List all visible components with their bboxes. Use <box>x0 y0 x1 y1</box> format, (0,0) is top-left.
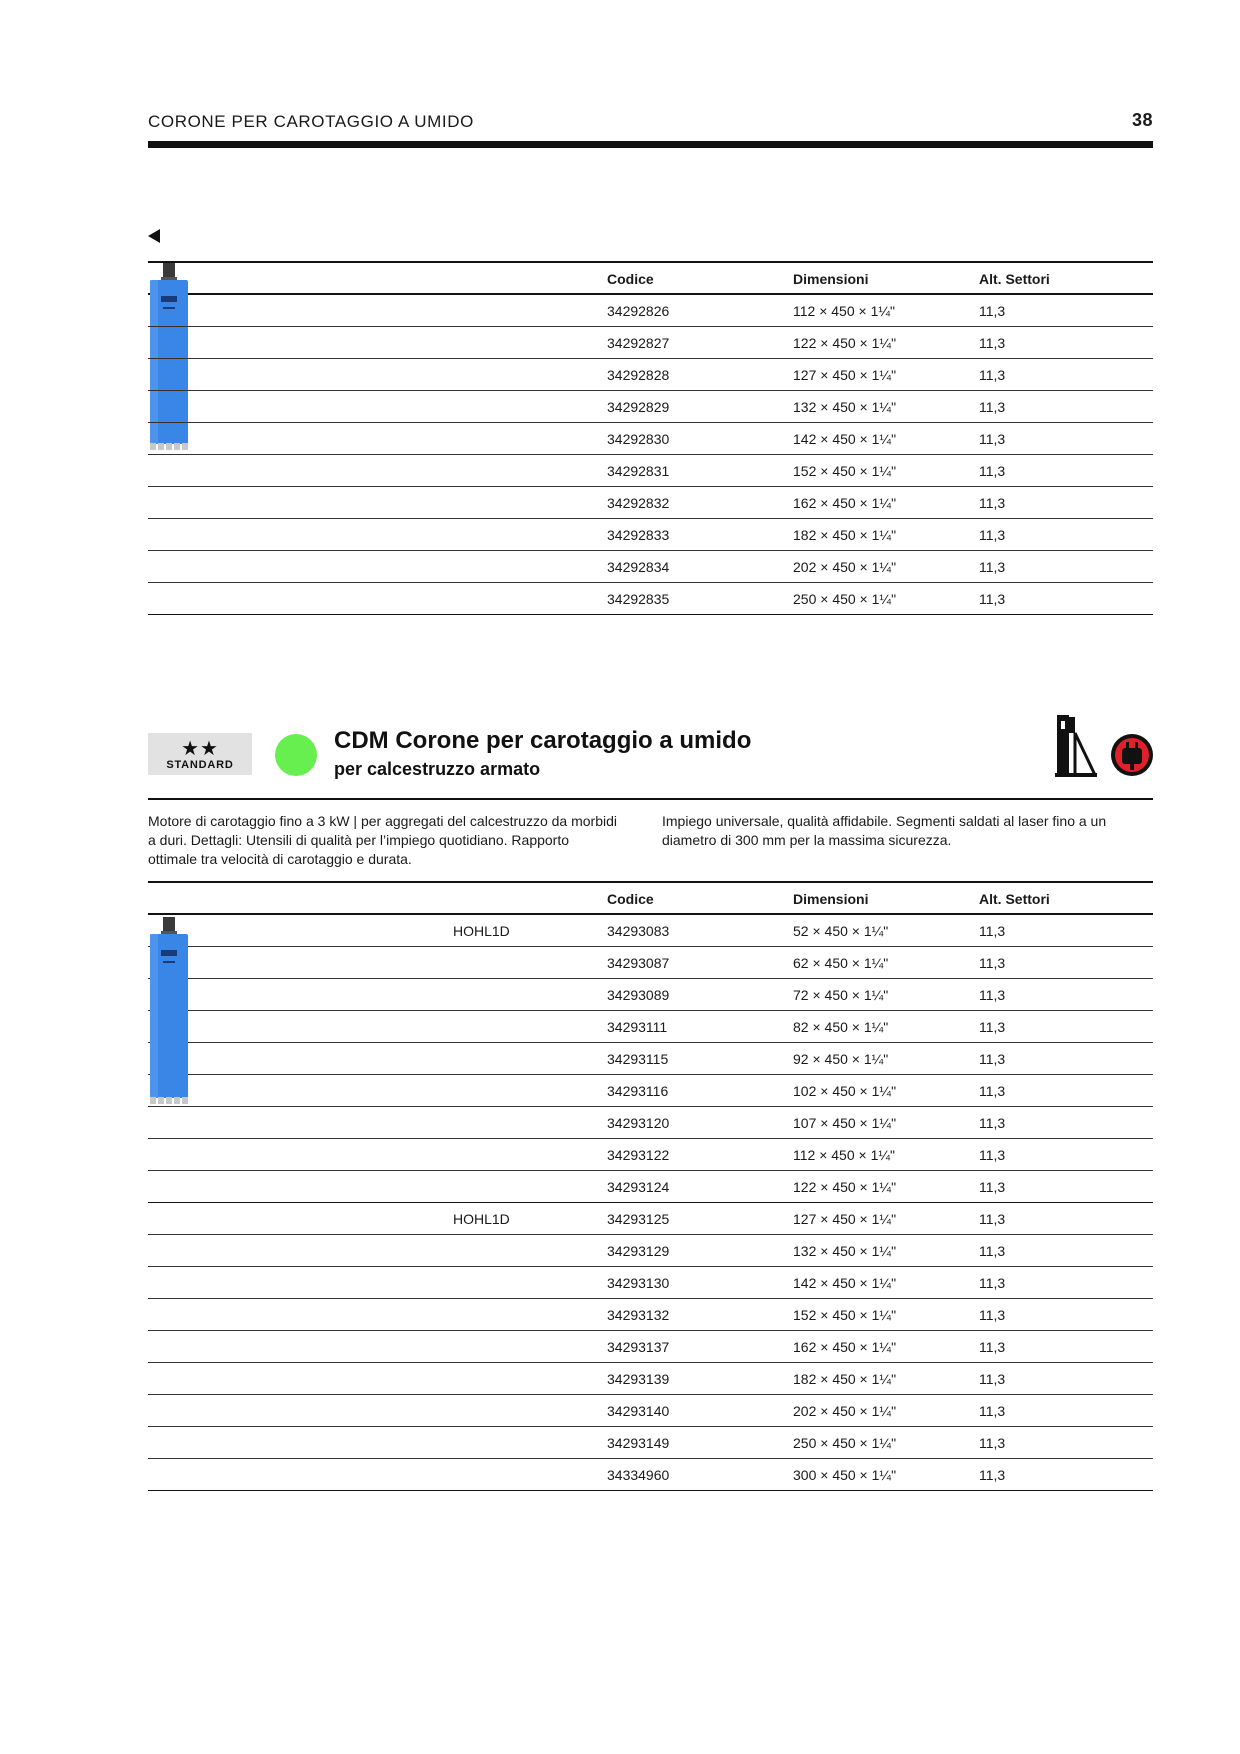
segment-height: 11,3 <box>979 303 1006 319</box>
product-dimensions: 152 × 450 × 1¼" <box>793 463 897 479</box>
segment-height: 11,3 <box>979 955 1006 971</box>
table-row <box>148 1235 1153 1267</box>
table-row <box>148 487 1153 519</box>
segment-height: 11,3 <box>979 591 1006 607</box>
table-row <box>148 519 1153 551</box>
product-code: 34292835 <box>607 591 670 607</box>
table-row <box>148 1427 1153 1459</box>
product-dimensions: 107 × 450 × 1¼" <box>793 1115 897 1131</box>
product-code: 34292834 <box>607 559 670 575</box>
segment-height: 11,3 <box>979 1083 1006 1099</box>
product-description-right: Impiego universale, qualità affidabile. Segmenti saldati al laser fino a un diametro di 300 mm per la massima sicurezza. <box>662 813 1107 848</box>
product-code: 34292833 <box>607 527 670 543</box>
column-header-dimensions: Dimensioni <box>793 271 869 287</box>
product-dimensions: 132 × 450 × 1¼" <box>793 399 897 415</box>
product-dimensions: 162 × 450 × 1¼" <box>793 495 897 511</box>
product-code: 34293125 <box>607 1211 670 1227</box>
segment-height: 11,3 <box>979 495 1006 511</box>
segment-height: 11,3 <box>979 1243 1006 1259</box>
segment-height: 11,3 <box>979 1051 1006 1067</box>
table-row <box>148 1075 1153 1107</box>
product-code: 34292831 <box>607 463 670 479</box>
product-code: 34293137 <box>607 1339 670 1355</box>
segment-height: 11,3 <box>979 559 1006 575</box>
product-code: 34293116 <box>607 1083 669 1099</box>
product-dimensions: 202 × 450 × 1¼" <box>793 1403 897 1419</box>
table-body <box>148 295 1153 615</box>
table-row <box>148 1331 1153 1363</box>
segment-height: 11,3 <box>979 1307 1006 1323</box>
product-code: 34292828 <box>607 367 670 383</box>
table-row <box>148 583 1153 615</box>
table-row <box>148 295 1153 327</box>
variant-label: HOHL1D <box>453 1211 510 1227</box>
segment-height: 11,3 <box>979 1115 1006 1131</box>
table-row <box>148 1203 1153 1235</box>
segment-height: 11,3 <box>979 335 1006 351</box>
column-header-code: Codice <box>607 891 654 907</box>
section-divider <box>148 798 1153 800</box>
product-dimensions: 182 × 450 × 1¼" <box>793 1371 897 1387</box>
product-description-left: Motore di carotaggio fino a 3 kW | per aggregati del calcestruzzo da morbidi a duri. Dettagli: Utensili di qualità per l’impiego quotidiano. Rapporto ottimale tra velocità di carotaggio e durata. <box>148 813 617 867</box>
table-row <box>148 1043 1153 1075</box>
product-dimensions: 132 × 450 × 1¼" <box>793 1243 897 1259</box>
segment-height: 11,3 <box>979 1371 1006 1387</box>
product-dimensions: 72 × 450 × 1¼" <box>793 987 889 1003</box>
segment-height: 11,3 <box>979 367 1006 383</box>
segment-height: 11,3 <box>979 987 1006 1003</box>
segment-height: 11,3 <box>979 1339 1006 1355</box>
product-code: 34293089 <box>607 987 670 1003</box>
product-code: 34293130 <box>607 1275 670 1291</box>
header-divider <box>148 141 1153 148</box>
product-table-1 <box>148 261 1153 615</box>
table-row <box>148 1459 1153 1491</box>
table-row <box>148 1139 1153 1171</box>
segment-height: 11,3 <box>979 1403 1006 1419</box>
product-code: 34293122 <box>607 1147 670 1163</box>
product-code: 34293132 <box>607 1307 670 1323</box>
product-code: 34292827 <box>607 335 670 351</box>
table-row <box>148 1107 1153 1139</box>
table-body <box>148 915 1153 1491</box>
product-dimensions: 92 × 450 × 1¼" <box>793 1051 889 1067</box>
table-row <box>148 1267 1153 1299</box>
standard-badge <box>148 733 252 775</box>
power-plug-icon <box>1110 733 1154 777</box>
segment-height: 11,3 <box>979 1211 1006 1227</box>
product-code: 34293140 <box>607 1403 670 1419</box>
product-dimensions: 127 × 450 × 1¼" <box>793 367 897 383</box>
product-code: 34292826 <box>607 303 670 319</box>
product-code: 34293083 <box>607 923 670 939</box>
product-dimensions: 62 × 450 × 1¼" <box>793 955 889 971</box>
product-dimensions: 127 × 450 × 1¼" <box>793 1211 897 1227</box>
product-code: 34292830 <box>607 431 670 447</box>
product-dimensions: 112 × 450 × 1¼" <box>793 303 896 319</box>
product-code: 34293111 <box>607 1019 668 1035</box>
table-header <box>148 263 1153 295</box>
core-drill-bit-image <box>148 917 192 1107</box>
product-dimensions: 102 × 450 × 1¼" <box>793 1083 897 1099</box>
product-code: 34293129 <box>607 1243 670 1259</box>
product-dimensions: 182 × 450 × 1¼" <box>793 527 897 543</box>
segment-height: 11,3 <box>979 1275 1006 1291</box>
table-row <box>148 423 1153 455</box>
segment-height: 11,3 <box>979 1019 1006 1035</box>
table-row <box>148 979 1153 1011</box>
table-row <box>148 391 1153 423</box>
badge-label: STANDARD <box>166 759 234 771</box>
column-header-segment-height: Alt. Settori <box>979 271 1050 287</box>
product-dimensions: 300 × 450 × 1¼" <box>793 1467 897 1483</box>
product-code: 34293124 <box>607 1179 670 1195</box>
product-code: 34293120 <box>607 1115 670 1131</box>
product-code: 34334960 <box>607 1467 670 1483</box>
segment-height: 11,3 <box>979 1179 1006 1195</box>
segment-height: 11,3 <box>979 399 1006 415</box>
column-header-code: Codice <box>607 271 654 287</box>
table-row <box>148 915 1153 947</box>
product-dimensions: 52 × 450 × 1¼" <box>793 923 889 939</box>
star-rating-icon: ★★ <box>181 738 219 760</box>
table-row <box>148 327 1153 359</box>
product-code: 34293149 <box>607 1435 670 1451</box>
segment-height: 11,3 <box>979 431 1006 447</box>
product-code: 34293087 <box>607 955 670 971</box>
table-row <box>148 1395 1153 1427</box>
core-drill-machine-icon <box>1055 713 1097 777</box>
table-row <box>148 1363 1153 1395</box>
product-dimensions: 152 × 450 × 1¼" <box>793 1307 897 1323</box>
table-row <box>148 1011 1153 1043</box>
table-row <box>148 1171 1153 1203</box>
product-dimensions: 122 × 450 × 1¼" <box>793 335 897 351</box>
product-code: 34293115 <box>607 1051 669 1067</box>
table-row <box>148 455 1153 487</box>
product-dimensions: 142 × 450 × 1¼" <box>793 431 897 447</box>
segment-height: 11,3 <box>979 1435 1006 1451</box>
table-row <box>148 359 1153 391</box>
table-row <box>148 947 1153 979</box>
product-code: 34292832 <box>607 495 670 511</box>
table-row <box>148 551 1153 583</box>
category-color-dot <box>275 734 317 776</box>
segment-height: 11,3 <box>979 1467 1006 1483</box>
product-dimensions: 250 × 450 × 1¼" <box>793 1435 897 1451</box>
product-title: CDM Corone per carotaggio a umido <box>334 727 752 754</box>
column-header-segment-height: Alt. Settori <box>979 891 1050 907</box>
product-table-2 <box>148 881 1153 1491</box>
product-dimensions: 142 × 450 × 1¼" <box>793 1275 897 1291</box>
product-code: 34292829 <box>607 399 670 415</box>
product-dimensions: 202 × 450 × 1¼" <box>793 559 897 575</box>
column-header-dimensions: Dimensioni <box>793 891 869 907</box>
product-code: 34293139 <box>607 1371 670 1387</box>
segment-height: 11,3 <box>979 463 1006 479</box>
product-dimensions: 250 × 450 × 1¼" <box>793 591 897 607</box>
segment-height: 11,3 <box>979 923 1006 939</box>
product-dimensions: 112 × 450 × 1¼" <box>793 1147 896 1163</box>
product-dimensions: 122 × 450 × 1¼" <box>793 1179 897 1195</box>
page-header-title: CORONE PER CAROTAGGIO A UMIDO <box>148 112 474 131</box>
page-number: 38 <box>1131 110 1153 130</box>
table-header <box>148 883 1153 915</box>
product-dimensions: 82 × 450 × 1¼" <box>793 1019 889 1035</box>
table-row <box>148 1299 1153 1331</box>
segment-height: 11,3 <box>979 527 1006 543</box>
segment-height: 11,3 <box>979 1147 1006 1163</box>
back-arrow-icon[interactable] <box>148 229 160 243</box>
variant-label: HOHL1D <box>453 923 510 939</box>
product-subtitle: per calcestruzzo armato <box>334 759 541 779</box>
product-dimensions: 162 × 450 × 1¼" <box>793 1339 897 1355</box>
